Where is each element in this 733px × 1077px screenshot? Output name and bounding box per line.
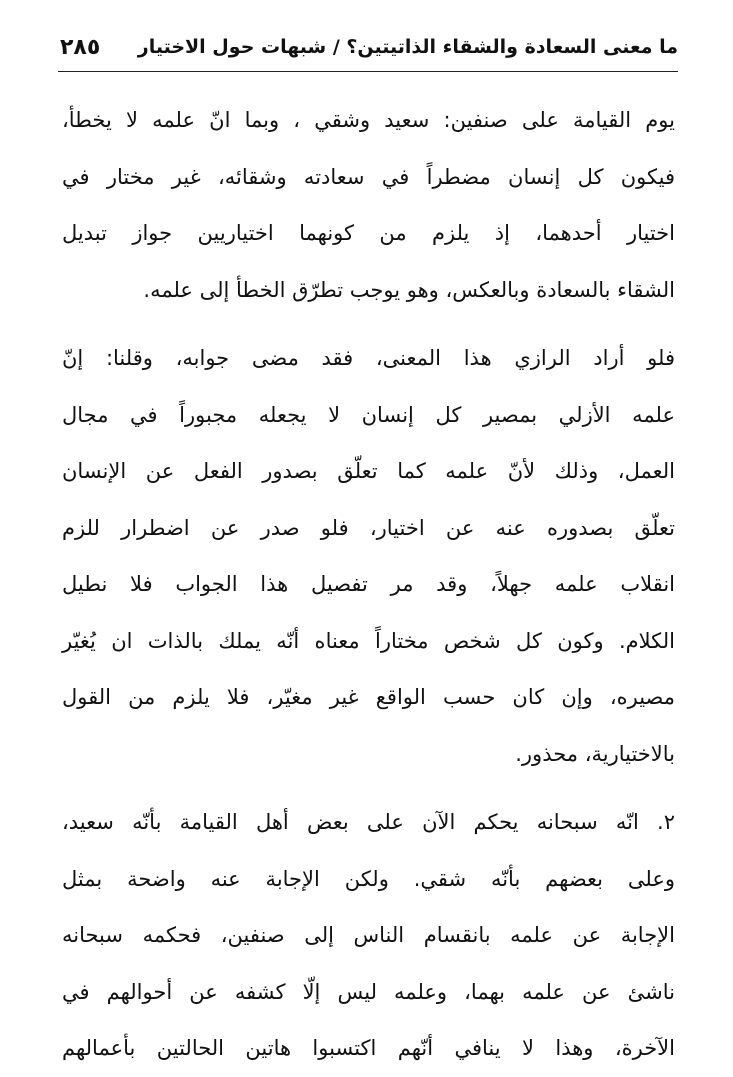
text-line: انقلاب علمه جهلاً، وقد مر تفصيل هذا الجواب فلا نطيل [62, 572, 675, 596]
text-line: ٢. انّه سبحانه يحكم الآن على بعض أهل القيامة بأنّه سعيد، [62, 810, 675, 834]
running-header [60, 28, 678, 66]
text-line: علمه الأزلي بمصير كل إنسان لا يجعله مجبوراً في مجال [62, 402, 675, 427]
body-text [62, 92, 675, 1077]
header-rule [58, 71, 678, 72]
text-line: تعلّق بصدوره عنه عن اختيار، فلو صدر عن اضطرار للزم [62, 515, 675, 540]
text-line: وعلى بعضهم بأنّه شقي. ولكن الإجابة عنه واضحة بمثل [62, 866, 675, 891]
running-title: ما معنى السعادة والشقاء الذاتيتين؟ / شبهات حول الاختيار [137, 36, 678, 58]
paragraph-3 [62, 794, 675, 1077]
text-line: بالاختيارية، محذور. [515, 741, 675, 766]
paragraph-2 [62, 330, 675, 782]
text-line: ناشئ عن علمه بهما، وعلمه ليس إلّا كشفه عن أحوالهم في [62, 979, 675, 1004]
text-line: فيكون كل إنسان مضطراً في سعادته وشقائه، غير مختار في [62, 164, 675, 189]
paragraph-1 [62, 92, 675, 318]
text-line: العمل، وذلك لأنّ علمه كما تعلّق بصدور الفعل عن الإنسان [62, 459, 675, 483]
text-line: الإجابة عن علمه بانقسام الناس إلى صنفين، فحكمه سبحانه [62, 923, 675, 947]
paragraph-gap [62, 318, 675, 330]
paragraph-gap [62, 782, 675, 794]
text-line: يوم القيامة على صنفين: سعيد وشقي ، وبما انّ علمه لا يخطأ، [62, 108, 675, 132]
page-number: ٢٨٥ [60, 34, 101, 60]
text-line: فلو أراد الرازي هذا المعنى، فقد مضى جوابه، وقلنا: إنّ [62, 346, 675, 370]
text-line: الشقاء بالسعادة وبالعكس، وهو يوجب تطرّق الخطأ إلى علمه. [143, 277, 675, 302]
text-line: اختيار أحدهما، إذ يلزم من كونهما اختياريين جواز تبديل [62, 221, 675, 245]
text-line: الآخرة، وهذا لا ينافي أنّهم اكتسبوا هاتين الحالتين بأعمالهم [62, 1036, 675, 1060]
text-line: الكلام. وكون كل شخص مختاراً معناه أنّه يملك بالذات ان يُغيّر [62, 628, 675, 653]
text-line: مصيره، وإن كان حسب الواقع غير مغيّر، فلا يلزم من القول [62, 685, 675, 709]
